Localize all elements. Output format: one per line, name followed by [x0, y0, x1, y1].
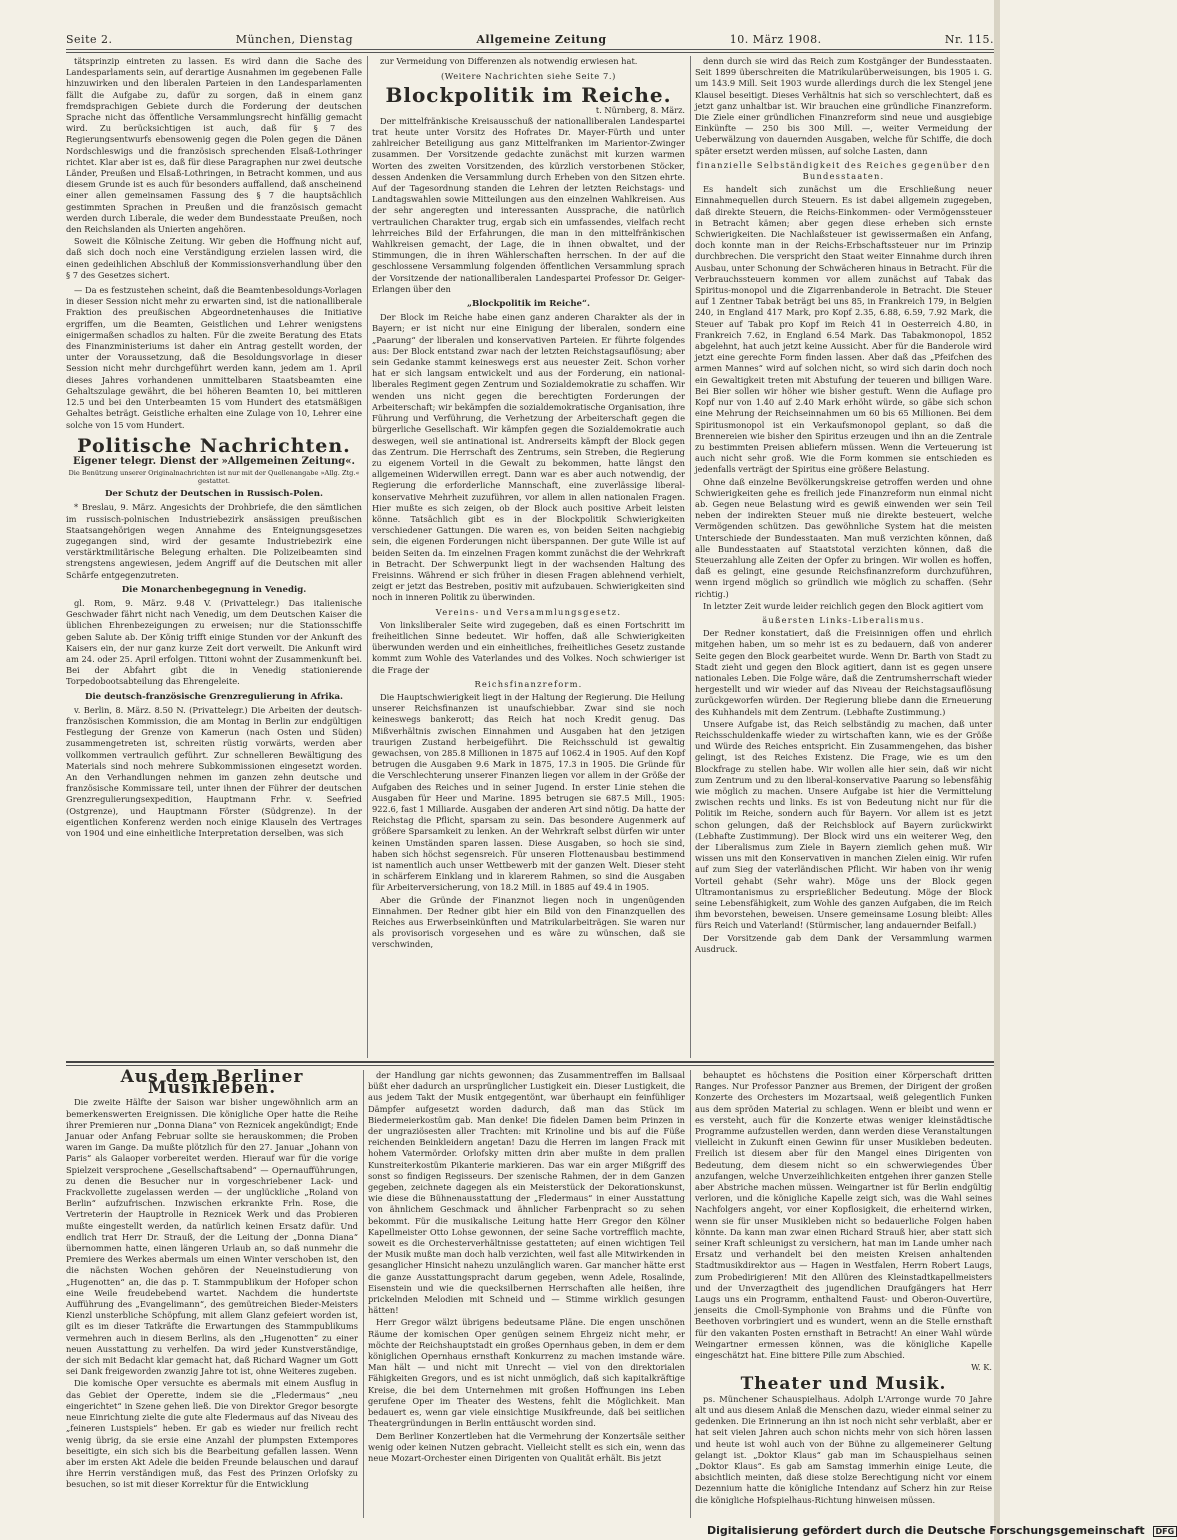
paragraph: Von linksliberaler Seite wird zugegeben, daß es einen Fortschritt im freiheitlichen Sinne bedeutet. Wir hoffen, daß alle Schwierigkeiten überwunden werden und ein einheitliches, freiheitliches Gesetz zustande kommt zum Wohle des Vaterlandes und des Volkes. Noch schwieriger ist die Frage der — [372, 619, 685, 675]
paragraph: Herr Gregor wälzt übrigens bedeutsame Pläne. Die engen unschönen Räume der komischen Oper genügen seinem Ehrgeiz nicht mehr, er möchte der Reichshauptstadt ein großes Opernhaus geben, in dem er dem königlichen Opernhaus ernsthaft Konkurrenz zu machen imstande wäre. Man hält — und nicht mit Unrecht — viel von den direktorialen Fähigkeiten Gregors, und es ist nicht unmöglich, daß sich kapitalkräftige Kreise, die bei dem Unternehmen mit großen Hoffnungen ins Leben gerufene Oper im Theater des Westens, fehlt die Möglichkeit. Man bedauert es, wenn gar viele einsichtige Musikfreunde, daß bei seitlichen Theatergründungen in Berlin enttäuscht worden sind. — [368, 1317, 685, 1429]
paragraph: * Breslau, 9. März. Angesichts der Drohbriefe, die den sämtlichen im russisch-polnischen Industriebezirk ansässigen preußischen Staatsangehörigen wegen Annahme des Enteignungsgesetzes zugegangen sind, wird der gesamte Industriebezirk eine verstärktmilitärische Belegung erhalten. Die Polizeibeamten sind strengstens angewiesen, jedem Angriff auf die Deutschen mit aller Schärfe entgegenzutreten. — [66, 502, 362, 580]
paragraph: behauptet es höchstens die Position einer Körperschaft dritten Ranges. Nur Professor Panzner aus Bremen, der Dirigent der großen Konzerte des Orchesters im Mozartsaal, weiß gelegentlich Funken aus dem spröden Material zu schlagen. Wenn er bleibt und wenn er es versteht, auch für die Konzerte etwas weniger kleinstädtische Programme aufzustellen werden, dann werden diese Veranstaltungen vielleicht in Zukunft einen Gewinn für unser Musikleben bedeuten. Freilich ist diesem aber für den Mangel eines Dirigenten von Bedeutung, dem diesem nicht so ein schwerwiegendes Über anzufangen, welche Unverzeihlichkeiten entgehen ihrer ganzen Stelle aber Abstriche machen müssen. Weingartner ist für Berlin endgültig verloren, und die königliche Kapelle zeigt sich, was die Wahl seines Nachfolgers angeht, vor einer Kopflosigkeit, die erheiternd wirken, wenn sie für unser Musikleben nicht so bedauerliche Folgen haben könnte. Da kann man zwar einen Richard Strauß hier, aber statt sich seiner Kraft schleunigst zu versichern, hat man im Lande umher nach Ersatz und verhandelt bei den meisten Kreisen anhaltenden Stadtmusikdirektor aus — Hagen in Westfalen, Herrn Robert Laugs, zum Probedirigieren! Mit den Allüren des Kleinstadtkapellmeisters und der Unverzagtheit des jugendlichen Draufgängers hat Herr Laugs uns ein Programm, enthaltend Faust- und Oberon-Ouvertüre, jenseits die Cmoll-Symphonie von Brahms und die Fünfte von Beethoven vorbringiert und es wundert, wenn an die Stelle ernsthaft für den vakanten Posten ernsthaft in Betracht! An einer Wahl würde Weingartner ermessen können, was die königliche Kapelle eingeschätzt hat. Eine bittere Pille zum Abschied. — [695, 1070, 992, 1361]
paragraph: v. Berlin, 8. März. 8.50 N. (Privattelegr.) Die Arbeiten der deutsch-französischen Kommission, die am Montag in Berlin zur endgültigen Festlegung der Grenze von Kamerun (nach Osten und Süden) zusammengetreten ist, schreiten rüstig vorwärts, werden aber vollkommen vertraulich geführt. Zur schnelleren Bewältigung des Materials sind noch mehrere Subkommissionen eingesetzt worden. An den Verhandlungen nehmen im ganzen zehn deutsche und französische Kommissare teil, unter ihnen der Führer der deutschen Grenzregulierungsexpedition, Hauptmann Frhr. v. Seefried (Ostgrenze), und Hauptmann Förster (Südgrenze). In der eigentlichen Konferenz werden noch einige Klauseln des Vertrages von 1904 und eine einheitliche Interpretation derselben, was sich — [66, 704, 362, 838]
header-rule — [66, 49, 994, 50]
section-title: Politische Nachrichten. — [77, 434, 351, 457]
article-title: Aus dem Berliner Musikleben. — [120, 1067, 304, 1099]
wire-service-line: Eigener telegr. Dienst der »Allgemeinen Zeitung«. — [73, 455, 355, 467]
paragraph: — Da es festzustehen scheint, daß die Beamtenbesoldungs-Vorlagen in dieser Session nicht mehr zu erwarten sind, ist die nationalliberale Fraktion des preußischen Abgeordnetenhauses die Initiative ergriffen, um die Beamten, Geistlichen und Lehrer wenigstens einigermaßen schadlos zu halten. Für die zweite Beratung des Etats des Finanzministeriums ist daher ein Antrag gestellt worden, der unter der Voraussetzung, daß die Besoldungsvorlage in dieser Session nicht mehr durchgeführt werden kann, jedem am 1. April dieses Jahres vorhandenen unmittelbaren Staatsbeamten eine Gehaltszulage gewährt, die bei höheren Beamten 10, bei mittleren 12.5 und bei den Unterbeamten 15 vom Hundert des etatsmäßigen Gehaltes beträgt. Geistliche erhalten eine Zulage von 10, Lehrer eine solche von 15 vom Hundert. — [66, 285, 362, 430]
paragraph: Der mittelfränkische Kreisausschuß der nationalliberalen Landespartei trat heute unter Vorsitz des Hofrates Dr. Mayer-Fürth und unter zahlreicher Beteiligung aus ganz Mittelfranken im Marientor-Zwinger zusammen. Der Vorsitzende gedachte zunächst mit kurzen warmen Worten des zweiten Vorsitzenden, des kürzlich verstorbenen Stöcker, dessen Andenken die Versammlung durch Erheben von den Sitzen ehrte. Auf der Tagesordnung standen die Lehren der letzten Reichstags- und Landtagswahlen sowie Mitteilungen aus den einzelnen Wahlkreisen. Aus der sehr angeregten und interessanten Aussprache, die natürlich vertraulichen Charakter trug, ergab sich ein umfassendes, vielfach recht lehrreiches Bild der Erfahrungen, die man in den mittelfränkischen Wahlkreisen gemacht, der Lage, die in ihnen obwaltet, und der Stimmungen, die in ihren Wählerschaften herrschen. In der auf die geschlossene Versammlung folgenden öffentlichen Versammlung sprach der Vorsitzende der nationalliberalen Landespartei Professor Dr. Geiger-Erlangen über den — [372, 115, 685, 294]
paragraph: Unsere Aufgabe ist, das Reich selbständig zu machen, daß unter Reichsschuldenkaffe wieder zu wirtschaften kann, wie es der Größe und Würde des Reiches entspricht. Ein Zusammengehen, das bisher gelingt, ist des Reiches Existenz. Die Frage, wie es um den Blockfrage zu stellen habe. Wir wollen alle hier sein, daß wir nicht zum Zentrum und zu den liberal-konservative Paarung so lebensfähig wie möglich zu machen. Unsere Aufgabe ist hier die Vermittelung zwischen rechts und links. Es ist von Bedeutung nicht nur für die Politik im Reiche, sondern auch für Bayern. Vor allem ist es jetzt schon gelungen, daß der Reichsblock auf Bayern zurückwirkt (Lebhafte Zustimmung). Der Block wird uns ein weiterer Weg, den der Liberalismus zum Ziele in Bayern ziemlich gehen muß. Wir wissen uns mit den Konservativen in manchen Zielen einig. Wir rufen auf zum Sieg der vaterländischen Pflicht. Wir haben von ihr wenig Vorteil gehabt (Sehr wahr). Möge uns der Block gegen Ultramontanismus zu ersprießlicher Bedeutung. Möge der Block seine Lebensfähigkeit, zum Wohle des ganzen Aufgaben, die im Reich ihm bevorstehen, beweisen. Unsere gemeinsame Losung bleibt: Alles fürs Reich und Vaterland! (Stürmischer, lang andauernder Beifall.) — [695, 718, 992, 931]
place-date: München, Dienstag — [235, 32, 354, 46]
article-subheading: Vereins- und Versammlungsgesetz. — [435, 606, 622, 617]
column-lower-left — [66, 1067, 358, 1518]
column-divider — [363, 1070, 364, 1518]
paragraph: zur Vermeidung von Differenzen als notwendig erwiesen hat. — [380, 56, 638, 66]
paragraph: Die komische Oper versuchte es abermals mit einem Ausflug in das Gebiet der Operette, indem sie die „Fledermaus“ „neu eingerichtet“ in Szene gehen ließ. Die von Direktor Gregor besorgte neue Einrichtung zielte die gute alte Fledermaus auf das Niveau des „feineren Lustspiels“ heben. Er gab es wieder nur freilich recht wenig übrig, da sie ersie eine Anzahl der plumpsten Extempores beseitigte, ein sich sich bis die Bearbeitung gefallen lassen. Wenn aber im ersten Akt Adele die beiden Freunde belauschen und darauf ihre Herrin verständigen muß, das Fest des Prinzen Orlofsky zu besuchen, so ist mit dieser Korrektur für die Entwicklung — [66, 1378, 358, 1490]
dateline: t. Nürnberg, 8. März. — [595, 104, 685, 115]
page-number: Seite 2. — [66, 32, 113, 46]
column-divider — [690, 1070, 691, 1518]
paragraph: Es handelt sich zunächst um die Erschließung neuer Einnahmequellen durch Steuern. Es ist dabei allgemein zugegeben, daß direkte Steuern, die Reichs-Einkommen- oder Vermögenssteuer in Betracht kämen; aber gegen diese erheben sich ernste Schwierigkeiten. Die Nachlaßsteuer ist gewissermaßen ein Anfang, doch konnte man in der Reichs-Erbschaftssteuer nur im Prinzip durchbrechen. Die verspricht den Staat weiter Einnahme durch ihren Ausbau, unter Schonung der Schwächeren hinaus in Betracht. Für die Verbrauchssteuern kommen vor allem zunächst auf Tabak das Spiritus-monopol und die Zigarrenbanderole in Betracht. Die Steuer auf 1 Zentner Tabak beträgt bei uns 85, in Frankreich 179, in Belgien 240, in England 417 Mark, pro Kopf 2.35, 6.88, 6.59, 7.92 Mark, die Steuer auf Tabak pro Kopf im Reich 41 in Oesterreich 4.80, in Frankreich 7.62, in England 6.54 Mark. Das Tabakmonopol, 1852 abgelehnt, hat auch jetzt keine Aussicht. Aber für die Banderole wird jetzt eine gerechte Form finden lassen. Aber daß das „Pfeifchen des armen Mannes“ wird auf solchen nicht, so wird sich darin doch noch ein Gewaltigkeit treten mit Abstufung der teueren und billigen Ware. Bei Bier sollen wir höher wie bisher gestuft. Wenn die Auflage pro Kopf nur von 1.40 auf 2.40 Mark erhöht würde, so gäbe sich schon eine Mehrung der Reichseinnahmen um 60 bis 65 Millionen. Bei dem Spiritusmonopol ist ein Verkaufsmonopol geplant, so daß die Brennereien wie bisher den Spiritus erzeugen und ihn an die Zentrale zu bestimmten Preisen abliefern müssen. Wenn die Verteuerung ist auch nicht sehr groß. Wie die Form kommen sie entschieden es jedenfalls verträgt der Spiritus eine größere Belastung. — [695, 184, 992, 475]
paragraph: Aber die Gründe der Finanznot liegen noch in ungenügenden Einnahmen. Der Redner gibt hier ein Bild von den Finanzquellen des Reiches aus Erwerbseinkünften und Matrikularbeiträgen. Sie waren nur als provisorisch vorgesehen und es wäre zu wünschen, daß sie verschwinden, — [372, 894, 685, 950]
credit-text: Digitalisierung gefördert durch die Deutsche Forschungsgemeinschaft — [707, 1524, 1145, 1537]
column-upper-middle — [372, 56, 685, 1058]
section-divider — [66, 1061, 994, 1063]
column-upper-right — [695, 56, 992, 1058]
column-lower-right — [695, 1070, 992, 1518]
section-title: Theater und Musik. — [740, 1374, 947, 1395]
digitization-credit — [707, 1524, 1177, 1537]
running-header — [66, 31, 994, 47]
paper-name: Allgemeine Zeitung — [476, 32, 607, 46]
paragraph: der Handlung gar nichts gewonnen; das Zusammentreffen im Ballsaal büßt eher dadurch an ursprünglicher Lustigkeit ein. Dieser Lustigkeit, die aus jedem Takt der Musik entgegentönt, war überhaupt ein feinfühliger Dämpfer aufgesetzt worden dadurch, daß man das Stück im Biedermeierkostüm gab. Man denke! Die fidelen Damen beim Prinzen in der ungraziösesten aller Trachten: mit Krinoline und bis auf die Füße reichenden Beinkleidern angetan! Dazu die Herren im langen Frack mit hohem Vatermörder. Orlofsky mitten drin aber mußte in dem prallen Kunstreiterkostüm Pikanterie markieren. Das war ein arger Mißgriff des sonst so findigen Regisseurs. Der szenische Rahmen, der in dem Ganzen gegeben, zeichnete dagegen als ein Meisterstück der Dekorationskunst, wie diese die Bühnenausstattung der „Fledermaus“ in einer Ausstattung von ähnlichem Geschmack und ähnlicher Farbenpracht so zu sehen bekommt. Für die musikalische Leitung hatte Herr Gregor den Kölner Kapellmeister Otto Lohse gewonnen, der seine Sache vortrefflich machte, soweit es die Orchesterverhältnisse gestatteten; auf einen wichtigen Teil der Musik mußte man doch halb verzichten, weil fast alle Mitwirkenden in gesanglicher Hinsicht nahezu unzulänglich waren. Gar mancher hätte erst die ganze Ausstattungspracht darum gegeben, wenn Adele, Rosalinde, Eisenstein und wie die quecksilbernen Herrschaften alle heißen, ihre prickelnden Melodien mit Schneid und — Stimme wirklich gesungen hätten! — [368, 1070, 685, 1316]
paragraph: Die Hauptschwierigkeit liegt in der Haltung der Regierung. Die Heilung unserer Reichsfinanzen ist unaufschiebbar. Zwar sind sie noch keineswegs bankerott; das Reich hat noch Kredit genug. Das Mißverhältnis zwischen Einnahmen und Ausgaben hat den jetzigen traurigen Zustand herbeigeführt. Die Reichsschuld ist gewaltig gewachsen, von 285.8 Millionen in 1875 auf 1062.4 in 1905. Auf den Kopf betrugen die Ausgaben 9.6 Mark in 1875, 17.3 in 1905. Die Gründe für die Verschlechterung unserer Finanzen liegen vor allem in der Größe der Aufgaben des Reiches und in seiner Jugend. In erster Linie stehen die Ausgaben für Heer und Marine. 1895 betrugen sie 687.5 Mill., 1905: 922.6, fast 1 Milliarde. Ausgaben der anderen Art sind nötig. Da hatte der Reichstag die Pflicht, sparsam zu sein. Das besondere Augenmerk auf größere Sparsamkeit zu lenken. An der Wehrkraft selbst dürfen wir unter keinen Umständen sparen lassen. Diese Ausgaben, so hoch sie sind, haben sich höchst segensreich. Für unseren Flottenausbau bestimmend ist namentlich auch unser Wettbewerb mit der ganzen Welt. Dieser steht in schärferem Einklang und in klarerem Rahmen, so sind die Ausgaben für Arbeiterversicherung, von 18.2 Mill. in 1885 auf 49.4 in 1905. — [372, 691, 685, 893]
article-subheading: Reichsfinanzreform. — [474, 678, 583, 689]
column-divider — [690, 56, 691, 1058]
article-subheading: finanzielle Selbständigkeit des Reiches gegenüber den Bundesstaaten. — [696, 159, 991, 182]
section-divider-2 — [66, 1065, 994, 1066]
page-edge — [994, 0, 1000, 1540]
dfg-logo: DFG — [1153, 1526, 1177, 1537]
issue-number: Nr. 115. — [944, 32, 994, 46]
paragraph: Soweit die Kölnische Zeitung. Wir geben die Hoffnung nicht auf, daß sich doch noch eine Verständigung erzielen lassen wird, die einen gedeihlichen Abschluß der Kommissionsverhandlung über den § 7 des Gesetzes sichert. — [66, 236, 362, 280]
paragraph: tätsprinzip eintreten zu lassen. Es wird dann die Sache des Landesparlaments sein, auf derartige Ausnahmen im gegebenen Falle hinzuwirken und den liberalen Parteien in den Landesparlamenten fällt die Aufgabe zu, dafür zu sorgen, daß in einem ganz fremdsprachigen Gebiete durch die Forderung der deutschen Sprache nicht das öffentliche Versammlungsrecht hinfällig gemacht wird. Zu berücksichtigen ist auch, daß für § 7 des Regierungsentwurfs ebensowenig gegen die Polen gegen die Dänen Nordschleswigs und die französisch sprechenden Elsaß-Lothringer richtet. Klar aber ist es, daß für diese Paragraphen nur zwei deutsche Länder, Preußen und Elsaß-Lothringen, in Betracht kommen, und aus diesem Grunde ist es auch für besonders auffallend, daß anscheinend einer allen gemeinsamen Fassung des § 7 die hauptsächlich gestimmten Sprachen in Preußen und die französisch gemacht werden durch Liberale, die weder dem Bundesstaate Preußen, noch den Reichslanden als Unierten angehören. — [66, 56, 362, 235]
article-title: Blockpolitik im Reiche. — [385, 83, 672, 108]
article-heading: Der Schutz der Deutschen in Russisch-Polen. — [104, 489, 324, 500]
paragraph: Der Block im Reiche habe einen ganz anderen Charakter als der in Bayern; er ist nicht nur eine Einigung der liberalen, sondern eine „Paarung“ der liberalen und konservativen Parteien. Er führte folgendes aus: Der Block entstand zwar nach der letzten Reichstagsauflösung; aber sein Gedanke stammt keineswegs erst aus neuester Zeit. Schon vorher hat er sich langsam entwickelt und aus der Forderung, ein national-liberales Regiment gegen Zentrum und Sozialdemokratie zu schaffen. Wir wenden uns nicht gegen die berechtigten Forderungen der Arbeiterschaft; wir bekämpfen die sozialdemokratische Organisation, ihre Führung und Verführung, die Verhetzung der Arbeiterschaft gegen die bürgerliche Gesellschaft. Wir kämpfen gegen die Sozialdemokratie auch deswegen, weil sie antinational ist. Andrerseits kämpft der Block gegen das Zentrum. Die Herrschaft des Zentrums, sein Streben, die Regierung zu eigenem Vorteil in die Gewalt zu bekommen, hatte längst den allgemeinen Widerwillen erregt. Dann war es aber auch notwendig, der Regierung die erforderliche Mannschaft, eine zuverlässige liberal-konservative Mehrheit zuzuführen, vor allem in allen nationalen Fragen. Hier mußte es sich zeigen, ob der Block auch positive Arbeit leisten könne. Tatsächlich gibt es in der Blockpolitik Schwierigkeiten verschiedener Gattungen. Die waren es, von beiden Seiten nachgiebig sein, die eigenen Forderungen nicht überspannen. Der gute Wille ist auf beiden Seiten da. Im einzelnen Fragen kommt zunächst die der Wehrkraft in Betracht. Der Schwerpunkt liegt in der wachsenden Haltung des Freisinns. Während er sich früher in diesen Fragen ablehnend verhielt, zeigt er jetzt das Bestreben, positiv mit aufzubauen. Schwierigkeiten sind noch in inneren Politik zu überwinden. — [372, 312, 685, 603]
article-heading: Die deutsch-französische Grenzregulierung in Afrika. — [84, 691, 344, 702]
article-subheading: „Blockpolitik im Reiche“. — [467, 299, 590, 310]
paragraph: Der Vorsitzende gab dem Dank der Versammlung warmen Ausdruck. — [695, 932, 992, 954]
paragraph: Ohne daß einzelne Bevölkerungskreise getroffen werden und ohne Schwierigkeiten gehe es freilich jede Finanzreform nun einmal nicht ab. Gegen neue Belastung wird es gewiß einwenden wer sein Teil neben der indirekten Steuer muß nie direkte besteuert, welche Vermögenden schützen. Das gewöhnliche System hat die meisten Unterschiede der Bundesstaaten. Man muß verzichten können, daß alle Bundesstaaten auf Staatstotal verzichten können, daß die Steuerzahlung alle Zeiten der Opfer zu bringen. Wir wollen es hoffen, daß es gelingt, eine gesunde Reichsfinanzreform durchzuführen, wenn irgend möglich so gründlich wie möglich zu schaffen. (Sehr richtig.) — [695, 476, 992, 599]
wire-service-note: Die Benützung unserer Originalnachrichten ist nur mit der Quellenangabe »Allg. Ztg.« gestattet. — [68, 469, 360, 486]
header-rule-2 — [66, 52, 994, 53]
column-lower-middle — [368, 1070, 685, 1518]
paragraph: In letzter Zeit wurde leider reichlich gegen den Block agitiert vom — [703, 600, 984, 611]
paragraph: Die zweite Hälfte der Saison war bisher ungewöhnlich arm an bemerkenswerten Ereignissen. Die königliche Oper hatte die Reihe ihrer Premieren nur „Donna Diana“ von Reznicek angekündigt; Ende Januar oder Anfang Februar sollte sie herauskommen; die Proben waren im Gange. Da mußte plötzlich für den 27. Januar „Johann von Paris“ als Galaoper vorbereitet werden. Hierauf war für die vorige Spielzeit versprochene „Gesellschaftsabend“ — Opernaufführungen, zu denen die Besucher nur in vorgeschriebener Lack- und Frackvollette zugelassen werden — der unglückliche „Roland von Berlin“ aufzufrischen. Inzwischen erkrankte Frln. Rose, die Vertreterin der Hauptrolle in Reznicek Werk und das Probieren mußte eingestellt werden, da natürlich keinen Ersatz dafür. Und endlich trat Herr Dr. Strauß, der die Leitung der „Donna Diana“ übernommen hatte, einen längeren Urlaub an, so daß nunmehr die Premiere des Werkes abermals um einen Winter verschoben ist, den die nächsten Wochen gehören der Neueinstudierung von „Hugenotten“ an, die das p. T. Stammpublikum der Hofoper schon eine Weile freudebebend wartet. Nachdem die hundertste Aufführung des „Evangelimann“, des gemütreichen Bieder-Meisters Kienzl unsterbliche Schöpfung, mit allem Glanz gefeiert worden ist, gilt es im dieser Tatkräfte die Erwartungen des Stammpublikums vermehren auch in diesem Berlins, als den „Hugenotten“ zu einer neuen Ausstattung zu verhelfen. Da wird jeder Kunstverständige, der sich mit Bedacht klar gemacht hat, daß Richard Wagner um Gott sei Dank freigeworden zwanzig Jahre tot ist, ohne Weiteres zugeben. — [66, 1097, 358, 1377]
continued-note: (Weitere Nachrichten siehe Seite 7.) — [440, 71, 617, 82]
paragraph: denn durch sie wird das Reich zum Kostgänger der Bundesstaaten. Seit 1899 überschreiten die Matrikularüberweisungen, bis 1905 i. G. um 143.9 Mill. Seit 1903 wurde allerdings durch die lex Stengel jene Klausel beseitigt. Dieses Verhältnis hat sich so verschlechtert, daß es jetzt ganz unhaltbar ist. Wir brauchen eine gründliche Finanzreform. Die Ziele einer gründlichen Finanzreform sind neue und ausgiebige Einkünfte — 250 bis 300 Mill. —, weiter Vermeidung der Ueberwälzung von dauernden Ausgaben, welche für Schiffe, die doch später ersetzt werden müssen, auf solche Lasten, dann — [695, 56, 992, 156]
column-divider — [367, 56, 368, 1058]
author-signature: W. K. — [971, 1362, 992, 1373]
article-heading: Die Monarchenbegegnung in Venedig. — [121, 584, 307, 595]
issue-date: 10. März 1908. — [729, 32, 822, 46]
paragraph: Dem Berliner Konzertleben hat die Vermehrung der Konzertsäle seither wenig oder keinen Nutzen gebracht. Vielleicht stellt es sich ein, wenn das neue Mozart-Orchester einen Dirigenten von Qualität erhält. Bis jetzt — [368, 1430, 685, 1463]
paragraph: ps. Münchener Schauspielhaus. Adolph L'Arronge wurde 70 Jahre alt und aus diesem Anlaß die Menschen dazu, wieder einmal seiner zu gedenken. Die Erinnerung an ihn ist noch nicht sehr verblaßt, aber er hat seit vielen Jahren auch schon nichts mehr von sich hören lassen und heute ist wohl auch von der Bühne zu allgemeinerer Geltung gelangt ist. „Doktor Klaus“ gab man im Schauspielhaus seinen „Doktor Klaus“. Es gab am Samstag immerhin einige Leute, die absichtlich meinten, daß diese stolze Berechtigung nicht vor einem Dezennium hatte die königliche Intendanz auf Scherz hin zur Reise die königliche Hofspielhaus-Richtung hinweisen müssen. — [695, 1393, 992, 1505]
column-upper-left — [66, 56, 362, 1058]
paragraph: Der Redner konstatiert, daß die Freisinnigen offen und ehrlich mitgehen haben, um so mehr ist es zu bedauern, daß von anderer Seite gegen den Block gearbeitet wurde. Wenn Dr. Barth von Stadt zu Stadt zieht und gegen den Block agitiert, dann ist es gegen unsere nationales Leben. Die Folge wäre, daß die Zentrumsherrschaft wieder hergestellt und wir wieder auf das Niveau der Reichstagsauflösung zurückgeworfen würden. Der Regierung bliebe dann die Erneuerung des Kuhhandels mit dem Zentrum. (Lebhafte Zustimmung.) — [695, 628, 992, 717]
article-subheading: äußersten Links-Liberalismus. — [762, 614, 925, 625]
paragraph: gl. Rom, 9. März. 9.48 V. (Privattelegr.) Das italienische Geschwader fährt nicht nach Venedig, um dem Deutschen Kaiser die üblichen Ehrenbezeigungen zu erweisen; nur die Stationsschiffe geben Salute ab. Der König trifft einige Stunden vor der Ankunft des Kaisers ein, der nur ganz kurze Zeit dort verweilt. Die Ankunft wird am 24. oder 25. April erfolgen. Tittoni wohnt der Zusammenkunft bei. Bei der Abfahrt gibt die in Venedig stationierende Torpedobootsabteilung das Ehrengeleite. — [66, 597, 362, 687]
